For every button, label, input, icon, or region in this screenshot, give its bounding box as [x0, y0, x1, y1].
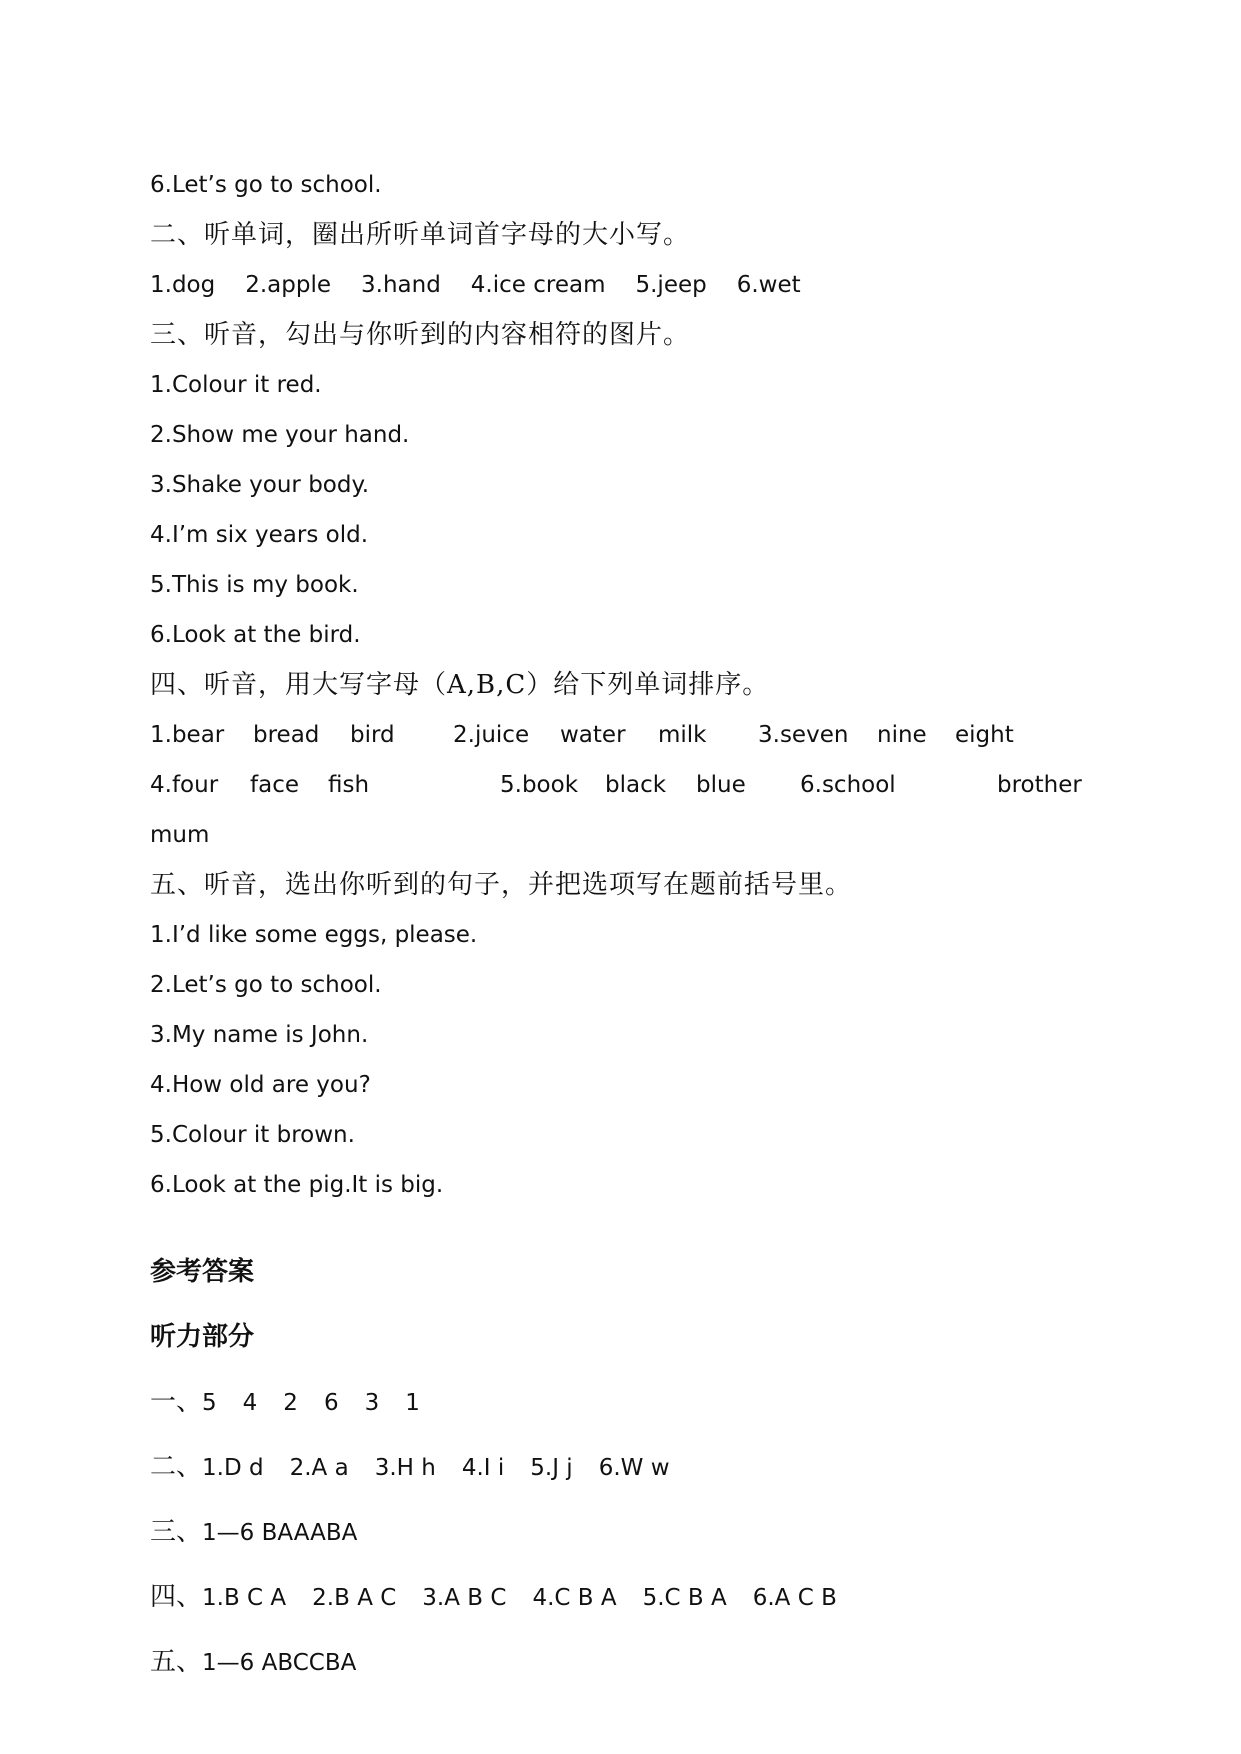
answer-item: 1.B C A [202, 1585, 287, 1611]
top-line: 6.Let’s go to school. [150, 172, 382, 198]
answer-item: 5 [202, 1390, 217, 1416]
section4-word: 6.school [800, 772, 896, 798]
answer-line [150, 1500, 1110, 1565]
section3-item: 6.Look at the bird. [150, 622, 361, 648]
section2-words [150, 260, 1110, 310]
section2-word: 4.ice cream [470, 272, 606, 298]
answer-prefix: 五、 [150, 1647, 203, 1677]
section4-word: black [605, 772, 667, 798]
spacer [150, 1210, 1110, 1240]
section5-item: 1.I’d like some eggs, please. [150, 922, 478, 948]
section2-word: 1.dog [150, 272, 216, 298]
answer-line [150, 1565, 1110, 1630]
section4-heading: 四、听音，用大写字母（A,B,C）给下列单词排序。 [150, 670, 770, 700]
answer-item: 6.A C B [752, 1585, 837, 1611]
section4-word: nine [877, 722, 927, 748]
section4-word: 5.book [500, 772, 579, 798]
section5-item: 4.How old are you? [150, 1072, 371, 1098]
document-page [150, 160, 1110, 1695]
section2-word: 2.apple [245, 272, 331, 298]
section4-row2 [150, 760, 1110, 810]
answer-item: 6.W w [598, 1455, 670, 1481]
section5-item: 2.Let’s go to school. [150, 972, 382, 998]
section4-word: eight [955, 722, 1014, 748]
answer-line [150, 1435, 1110, 1500]
answer-item: 3 [364, 1390, 380, 1416]
answer-item: 5.C B A [642, 1585, 727, 1611]
answer-item: 2.B A C [312, 1585, 397, 1611]
answer-prefix: 一、 [150, 1387, 203, 1417]
section4-word: 1.bear [150, 722, 225, 748]
answer-item: 3.A B C [422, 1585, 507, 1611]
answer-item: 1 [405, 1390, 420, 1416]
section3-item: 1.Colour it red. [150, 372, 322, 398]
section2-word: 3.hand [361, 272, 441, 298]
section4-word: 2.juice [453, 722, 530, 748]
section3-heading: 三、听音，勾出与你听到的内容相符的图片。 [150, 320, 691, 350]
section4-row1 [150, 710, 1110, 760]
section4-word: bread [253, 722, 320, 748]
section3-item: 4.I’m six years old. [150, 522, 369, 548]
section2-heading: 二、听单词，圈出所听单词首字母的大小写。 [150, 220, 691, 250]
answer-line [150, 1370, 1110, 1435]
section4-word: fish [328, 772, 370, 798]
section2-word: 5.jeep [635, 272, 707, 298]
answer-item: 4.I i [461, 1455, 505, 1481]
answer-prefix: 四、 [150, 1582, 203, 1612]
section3-item: 3.Shake your body. [150, 472, 370, 498]
section4-word: milk [658, 722, 707, 748]
answer-item: 5.J j [530, 1455, 573, 1481]
answers-subtitle: 听力部分 [150, 1322, 255, 1352]
answer-item: 4 [242, 1390, 258, 1416]
section4-row3: mum [150, 822, 210, 848]
section4-word: blue [696, 772, 746, 798]
section3-item: 2.Show me your hand. [150, 422, 410, 448]
answer-item: 2.A a [289, 1455, 349, 1481]
section4-word: 4.four [150, 772, 219, 798]
answer-item: 4.C B A [532, 1585, 617, 1611]
section5-item: 5.Colour it brown. [150, 1122, 355, 1148]
section4-word: 3.seven [758, 722, 849, 748]
section4-word: brother [997, 772, 1082, 798]
section3-item: 5.This is my book. [150, 572, 359, 598]
answer-item: 3.H h [374, 1455, 436, 1481]
answer-item: 1—6 BAAABA [202, 1520, 358, 1546]
section4-word: bird [350, 722, 395, 748]
answer-line [150, 1630, 1110, 1695]
section2-word: 6.wet [736, 272, 801, 298]
section5-item: 6.Look at the pig.It is big. [150, 1172, 444, 1198]
section5-item: 3.My name is John. [150, 1022, 369, 1048]
section4-word: water [560, 722, 626, 748]
answer-item: 1.D d [202, 1455, 264, 1481]
answer-item: 1—6 ABCCBA [202, 1650, 357, 1676]
answer-prefix: 三、 [150, 1517, 203, 1547]
section5-heading: 五、听音，选出你听到的句子，并把选项写在题前括号里。 [150, 870, 853, 900]
answer-prefix: 二、 [150, 1452, 203, 1482]
section4-word: face [250, 772, 299, 798]
answers-title: 参考答案 [150, 1257, 255, 1287]
answer-item: 2 [283, 1390, 298, 1416]
answer-item: 6 [323, 1390, 339, 1416]
